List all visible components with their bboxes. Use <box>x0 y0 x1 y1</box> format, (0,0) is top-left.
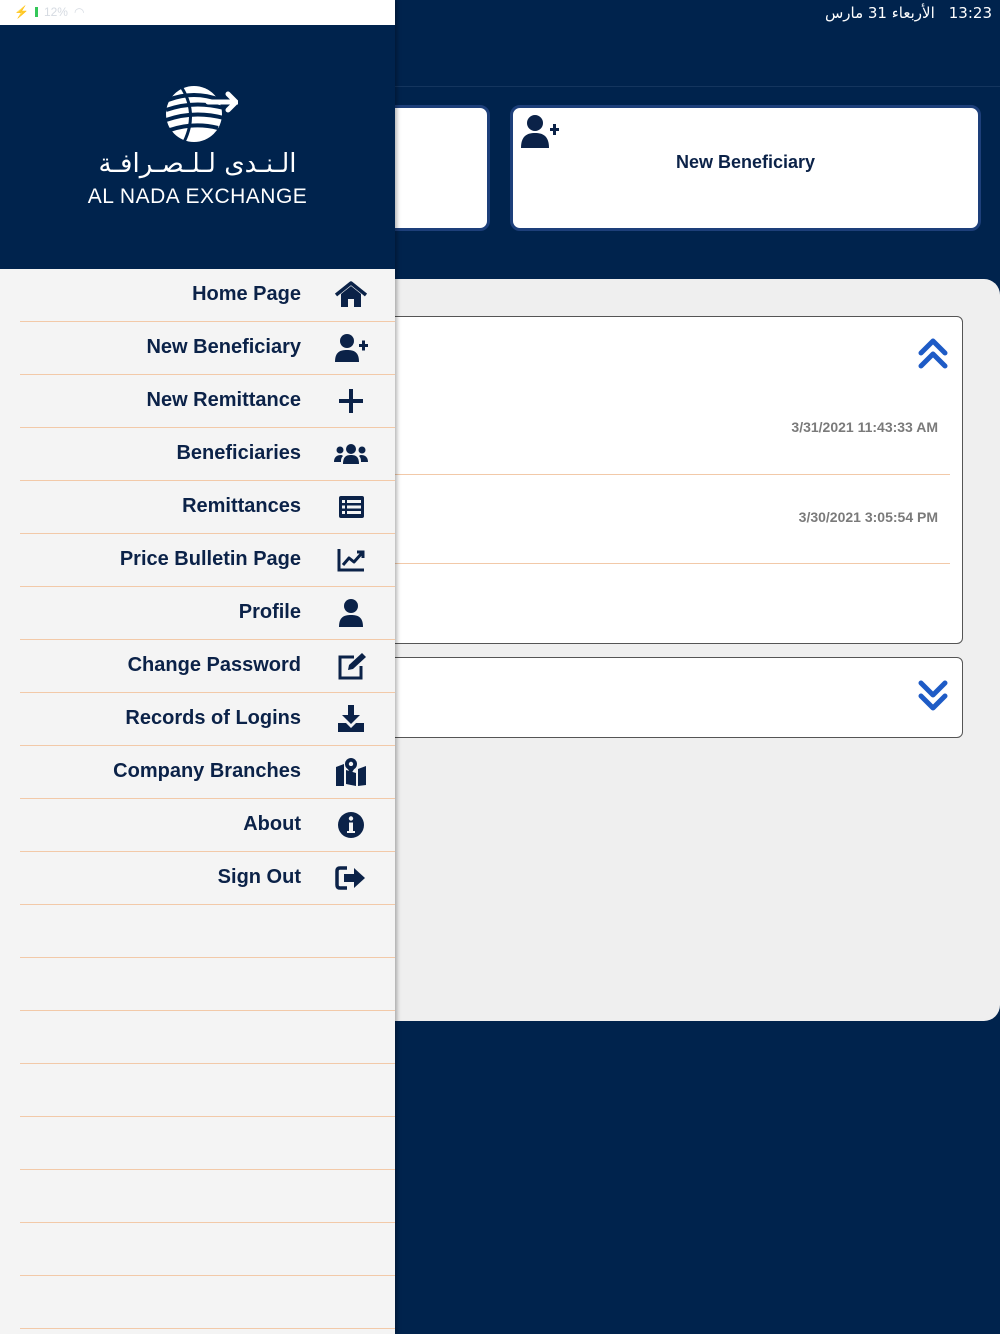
new-beneficiary-card-label: New Beneficiary <box>675 152 816 172</box>
menu-item-sign-out[interactable] <box>20 852 395 905</box>
status-bar-left <box>0 0 395 25</box>
remittance-list-collapsed <box>380 657 963 738</box>
row-divider <box>381 563 950 564</box>
brand-name-arabic: الـنـدى لـلـصـرافـة <box>98 149 297 179</box>
remittance-date: 3/31/2021 11:43:33 AM <box>791 419 938 435</box>
menu-item-remittances[interactable] <box>20 481 395 534</box>
user-plus-icon <box>334 333 368 363</box>
charging-icon: ⚡ <box>14 5 29 19</box>
users-icon <box>334 439 368 469</box>
menu-item-new-beneficiary[interactable] <box>20 322 395 375</box>
chevron-double-down-icon[interactable] <box>918 678 948 712</box>
menu-item-about[interactable] <box>20 799 395 852</box>
remittance-date: 3/30/2021 3:05:54 PM <box>798 509 938 525</box>
menu-item-label: Profile <box>238 601 301 623</box>
wifi-icon: ◠ <box>73 5 85 19</box>
chart-line-icon <box>334 545 368 575</box>
menu-empty-row <box>20 1170 395 1223</box>
menu-item-change-password[interactable] <box>20 640 395 693</box>
user-icon <box>334 598 368 628</box>
chevron-double-up-icon[interactable] <box>918 337 948 371</box>
menu-empty-row <box>20 1223 395 1276</box>
menu-item-company-branches[interactable] <box>20 746 395 799</box>
plus-icon <box>334 386 368 416</box>
info-icon <box>334 810 368 840</box>
menu-item-price-bulletin[interactable] <box>20 534 395 587</box>
list-icon <box>334 492 368 522</box>
menu-empty-row <box>20 1276 395 1329</box>
new-beneficiary-card[interactable] <box>510 105 981 231</box>
battery-icon <box>35 7 38 17</box>
menu-empty-row <box>20 1064 395 1117</box>
menu-item-label: New Beneficiary <box>146 336 301 358</box>
menu-item-label: Change Password <box>127 654 301 676</box>
menu-item-label: Sign Out <box>217 866 301 888</box>
menu-item-label: Beneficiaries <box>176 442 301 464</box>
user-plus-icon <box>519 114 559 150</box>
menu-item-label: Home Page <box>192 283 301 305</box>
edit-icon <box>334 651 368 681</box>
side-drawer <box>0 0 395 1334</box>
status-bar-right <box>825 4 992 22</box>
status-time: 13:23 <box>948 4 992 22</box>
menu-empty-row <box>20 1011 395 1064</box>
header-divider <box>395 86 1000 87</box>
menu-item-profile[interactable] <box>20 587 395 640</box>
menu-item-beneficiaries[interactable] <box>20 428 395 481</box>
home-icon <box>334 280 368 310</box>
sign-out-icon <box>334 863 368 893</box>
menu-item-label: Remittances <box>182 495 301 517</box>
drawer-header <box>0 25 395 269</box>
menu-item-label: About <box>243 813 301 835</box>
menu-item-label: Price Bulletin Page <box>119 548 301 570</box>
menu-item-new-remittance[interactable] <box>20 375 395 428</box>
menu-empty-row <box>20 958 395 1011</box>
globe-logo-icon <box>158 80 238 146</box>
drawer-menu <box>20 269 395 1329</box>
download-icon <box>334 704 368 734</box>
menu-item-label: Company Branches <box>113 760 301 782</box>
menu-item-records-of-logins[interactable] <box>20 693 395 746</box>
menu-empty-row <box>20 1117 395 1170</box>
brand-name-english: AL NADA EXCHANGE <box>87 185 308 208</box>
map-marker-icon <box>334 757 368 787</box>
menu-empty-row <box>20 905 395 958</box>
menu-item-home[interactable] <box>20 269 395 322</box>
menu-item-label: Records of Logins <box>125 707 301 729</box>
row-divider <box>381 474 950 475</box>
menu-item-label: New Remittance <box>146 389 301 411</box>
status-date: الأربعاء 31 مارس <box>824 4 935 22</box>
remittance-list-expanded <box>380 316 963 644</box>
battery-percent: 12% <box>43 5 68 19</box>
